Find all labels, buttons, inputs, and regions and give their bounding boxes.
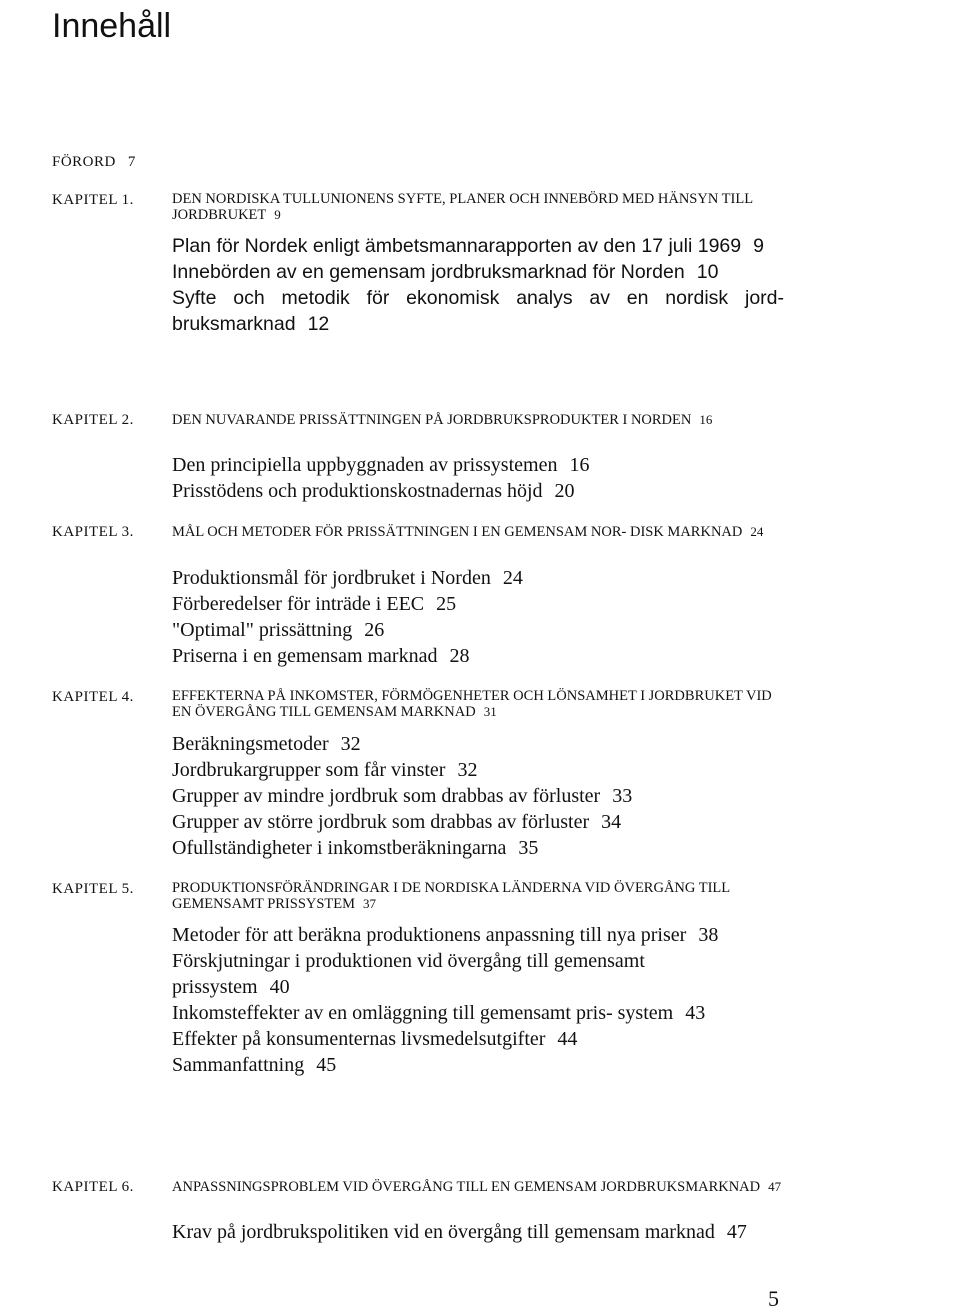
section-entry	[172, 478, 784, 504]
preface-page: 7	[127, 154, 136, 170]
chapter-title	[172, 881, 784, 912]
section-page: 44	[557, 1028, 578, 1050]
section-page: 9	[753, 235, 764, 257]
section-page: 32	[457, 759, 478, 781]
section-entry	[172, 233, 784, 259]
chapter-page: 24	[750, 524, 764, 539]
chapter-page: 9	[274, 207, 281, 222]
section-title: Förberedelser för inträde i EEC	[172, 593, 425, 615]
chapter-page: 16	[699, 412, 713, 427]
section-title: Plan för Nordek enligt ämbetsmannarapporten av den 17 juli 1969	[172, 235, 742, 257]
chapter-title-text: EFFEKTERNA PÅ INKOMSTER, FÖRMÖGENHETER OCH LÖNSAMHET I JORDBRUKET VID EN ÖVERGÅNG TILL GEMENSAM MARKNAD	[172, 688, 772, 720]
chapter-title	[172, 412, 784, 428]
section-page: 26	[364, 619, 385, 641]
section-title: Ofullständigheter i inkomstberäkningarna	[172, 837, 507, 859]
section-title: Innebörden av en gemensam jordbruksmarknad för Norden	[172, 261, 685, 283]
page-title: Innehåll	[52, 7, 172, 45]
section-title: "Optimal" prissättning	[172, 619, 353, 641]
section-entry	[172, 285, 784, 337]
section-title: Den principiella uppbyggnaden av prissystemen	[172, 454, 558, 476]
section-title: Metoder för att beräkna produktionens anpassning till nya priser	[172, 924, 687, 946]
section-entry	[172, 643, 784, 669]
page-number: 5	[768, 1286, 779, 1311]
chapter-sections	[172, 452, 784, 504]
chapter-label: KAPITEL 2.	[52, 412, 134, 428]
section-entry	[172, 783, 784, 809]
section-entry	[172, 1026, 732, 1052]
section-page: 35	[518, 837, 539, 859]
section-page: 10	[696, 261, 719, 283]
section-page: 16	[569, 454, 590, 476]
section-entry	[172, 948, 732, 1000]
section-title: Inkomsteffekter av en omläggning till gemensamt pris- system	[172, 1002, 674, 1024]
preface-entry	[52, 154, 136, 171]
section-title: Beräkningsmetoder	[172, 733, 329, 755]
chapter-sections	[172, 1219, 784, 1245]
section-page: 45	[316, 1054, 337, 1076]
section-entry	[172, 259, 784, 285]
section-page: 32	[340, 733, 361, 755]
section-page: 43	[685, 1002, 706, 1024]
section-entry	[172, 731, 784, 757]
chapter-sections	[172, 922, 732, 1078]
section-title: Grupper av större jordbruk som drabbas av förluster	[172, 811, 590, 833]
section-page: 24	[502, 567, 523, 589]
section-entry	[172, 1219, 784, 1245]
section-entry	[172, 617, 784, 643]
chapter-title	[172, 689, 784, 720]
section-page: 33	[612, 785, 633, 807]
section-page: 34	[601, 811, 622, 833]
section-title: Effekter på konsumenternas livsmedelsutgifter	[172, 1028, 546, 1050]
section-title: Syfte och metodik för ekonomisk analys av en nordisk jord- bruksmarknad	[172, 287, 784, 335]
section-title: Sammanfattning	[172, 1054, 305, 1076]
section-page: 20	[554, 480, 575, 502]
section-entry	[172, 565, 784, 591]
chapter-sections	[172, 565, 784, 669]
section-entry	[172, 757, 784, 783]
section-title: Prisstödens och produktionskostnadernas höjd	[172, 480, 543, 502]
chapter-title	[172, 1179, 784, 1195]
section-title: Produktionsmål för jordbruket i Norden	[172, 567, 491, 589]
chapter-label: KAPITEL 5.	[52, 881, 134, 897]
section-entry	[172, 452, 784, 478]
chapter-label: KAPITEL 4.	[52, 689, 134, 705]
section-page: 12	[307, 313, 330, 335]
chapter-page: 31	[483, 704, 497, 719]
chapter-label: KAPITEL 1.	[52, 192, 134, 208]
chapter-sections	[172, 731, 784, 861]
chapter-label: KAPITEL 3.	[52, 524, 134, 540]
section-entry	[172, 922, 732, 948]
chapter-page: 37	[363, 896, 377, 911]
preface-label: FÖRORD	[52, 154, 116, 170]
section-entry	[172, 1052, 732, 1078]
chapter-title-text: MÅL OCH METODER FÖR PRISSÄTTNINGEN I EN GEMENSAM NOR- DISK MARKNAD	[172, 524, 743, 540]
chapter-title	[172, 192, 784, 223]
section-page: 28	[449, 645, 470, 667]
section-entry	[172, 835, 784, 861]
chapter-sections	[172, 233, 784, 337]
chapter-title	[172, 524, 784, 540]
section-page: 25	[436, 593, 457, 615]
section-title: Grupper av mindre jordbruk som drabbas av förluster	[172, 785, 601, 807]
section-page: 47	[726, 1221, 747, 1243]
chapter-title-text: DEN NORDISKA TULLUNIONENS SYFTE, PLANER OCH INNEBÖRD MED HÄNSYN TILL JORDBRUKET	[172, 191, 753, 223]
section-page: 40	[269, 976, 290, 998]
section-title: Krav på jordbrukspolitiken vid en övergång till gemensam marknad	[172, 1221, 715, 1243]
section-entry	[172, 1000, 712, 1026]
chapter-title-text: DEN NUVARANDE PRISSÄTTNINGEN PÅ JORDBRUKSPRODUKTER I NORDEN	[172, 412, 692, 428]
chapter-label: KAPITEL 6.	[52, 1179, 134, 1195]
section-entry	[172, 591, 784, 617]
chapter-page: 47	[768, 1179, 782, 1194]
section-entry	[172, 809, 784, 835]
section-title: Priserna i en gemensam marknad	[172, 645, 438, 667]
chapter-title-text: ANPASSNINGSPROBLEM VID ÖVERGÅNG TILL EN GEMENSAM JORDBRUKSMARKNAD	[172, 1179, 761, 1195]
section-title: Jordbrukargrupper som får vinster	[172, 759, 446, 781]
chapter-title-text: PRODUKTIONSFÖRÄNDRINGAR I DE NORDISKA LÄNDERNA VID ÖVERGÅNG TILL GEMENSAMT PRISSYSTEM	[172, 880, 730, 912]
section-page: 38	[698, 924, 719, 946]
section-title: Förskjutningar i produktionen vid övergång till gemensamt prissystem	[172, 950, 645, 998]
